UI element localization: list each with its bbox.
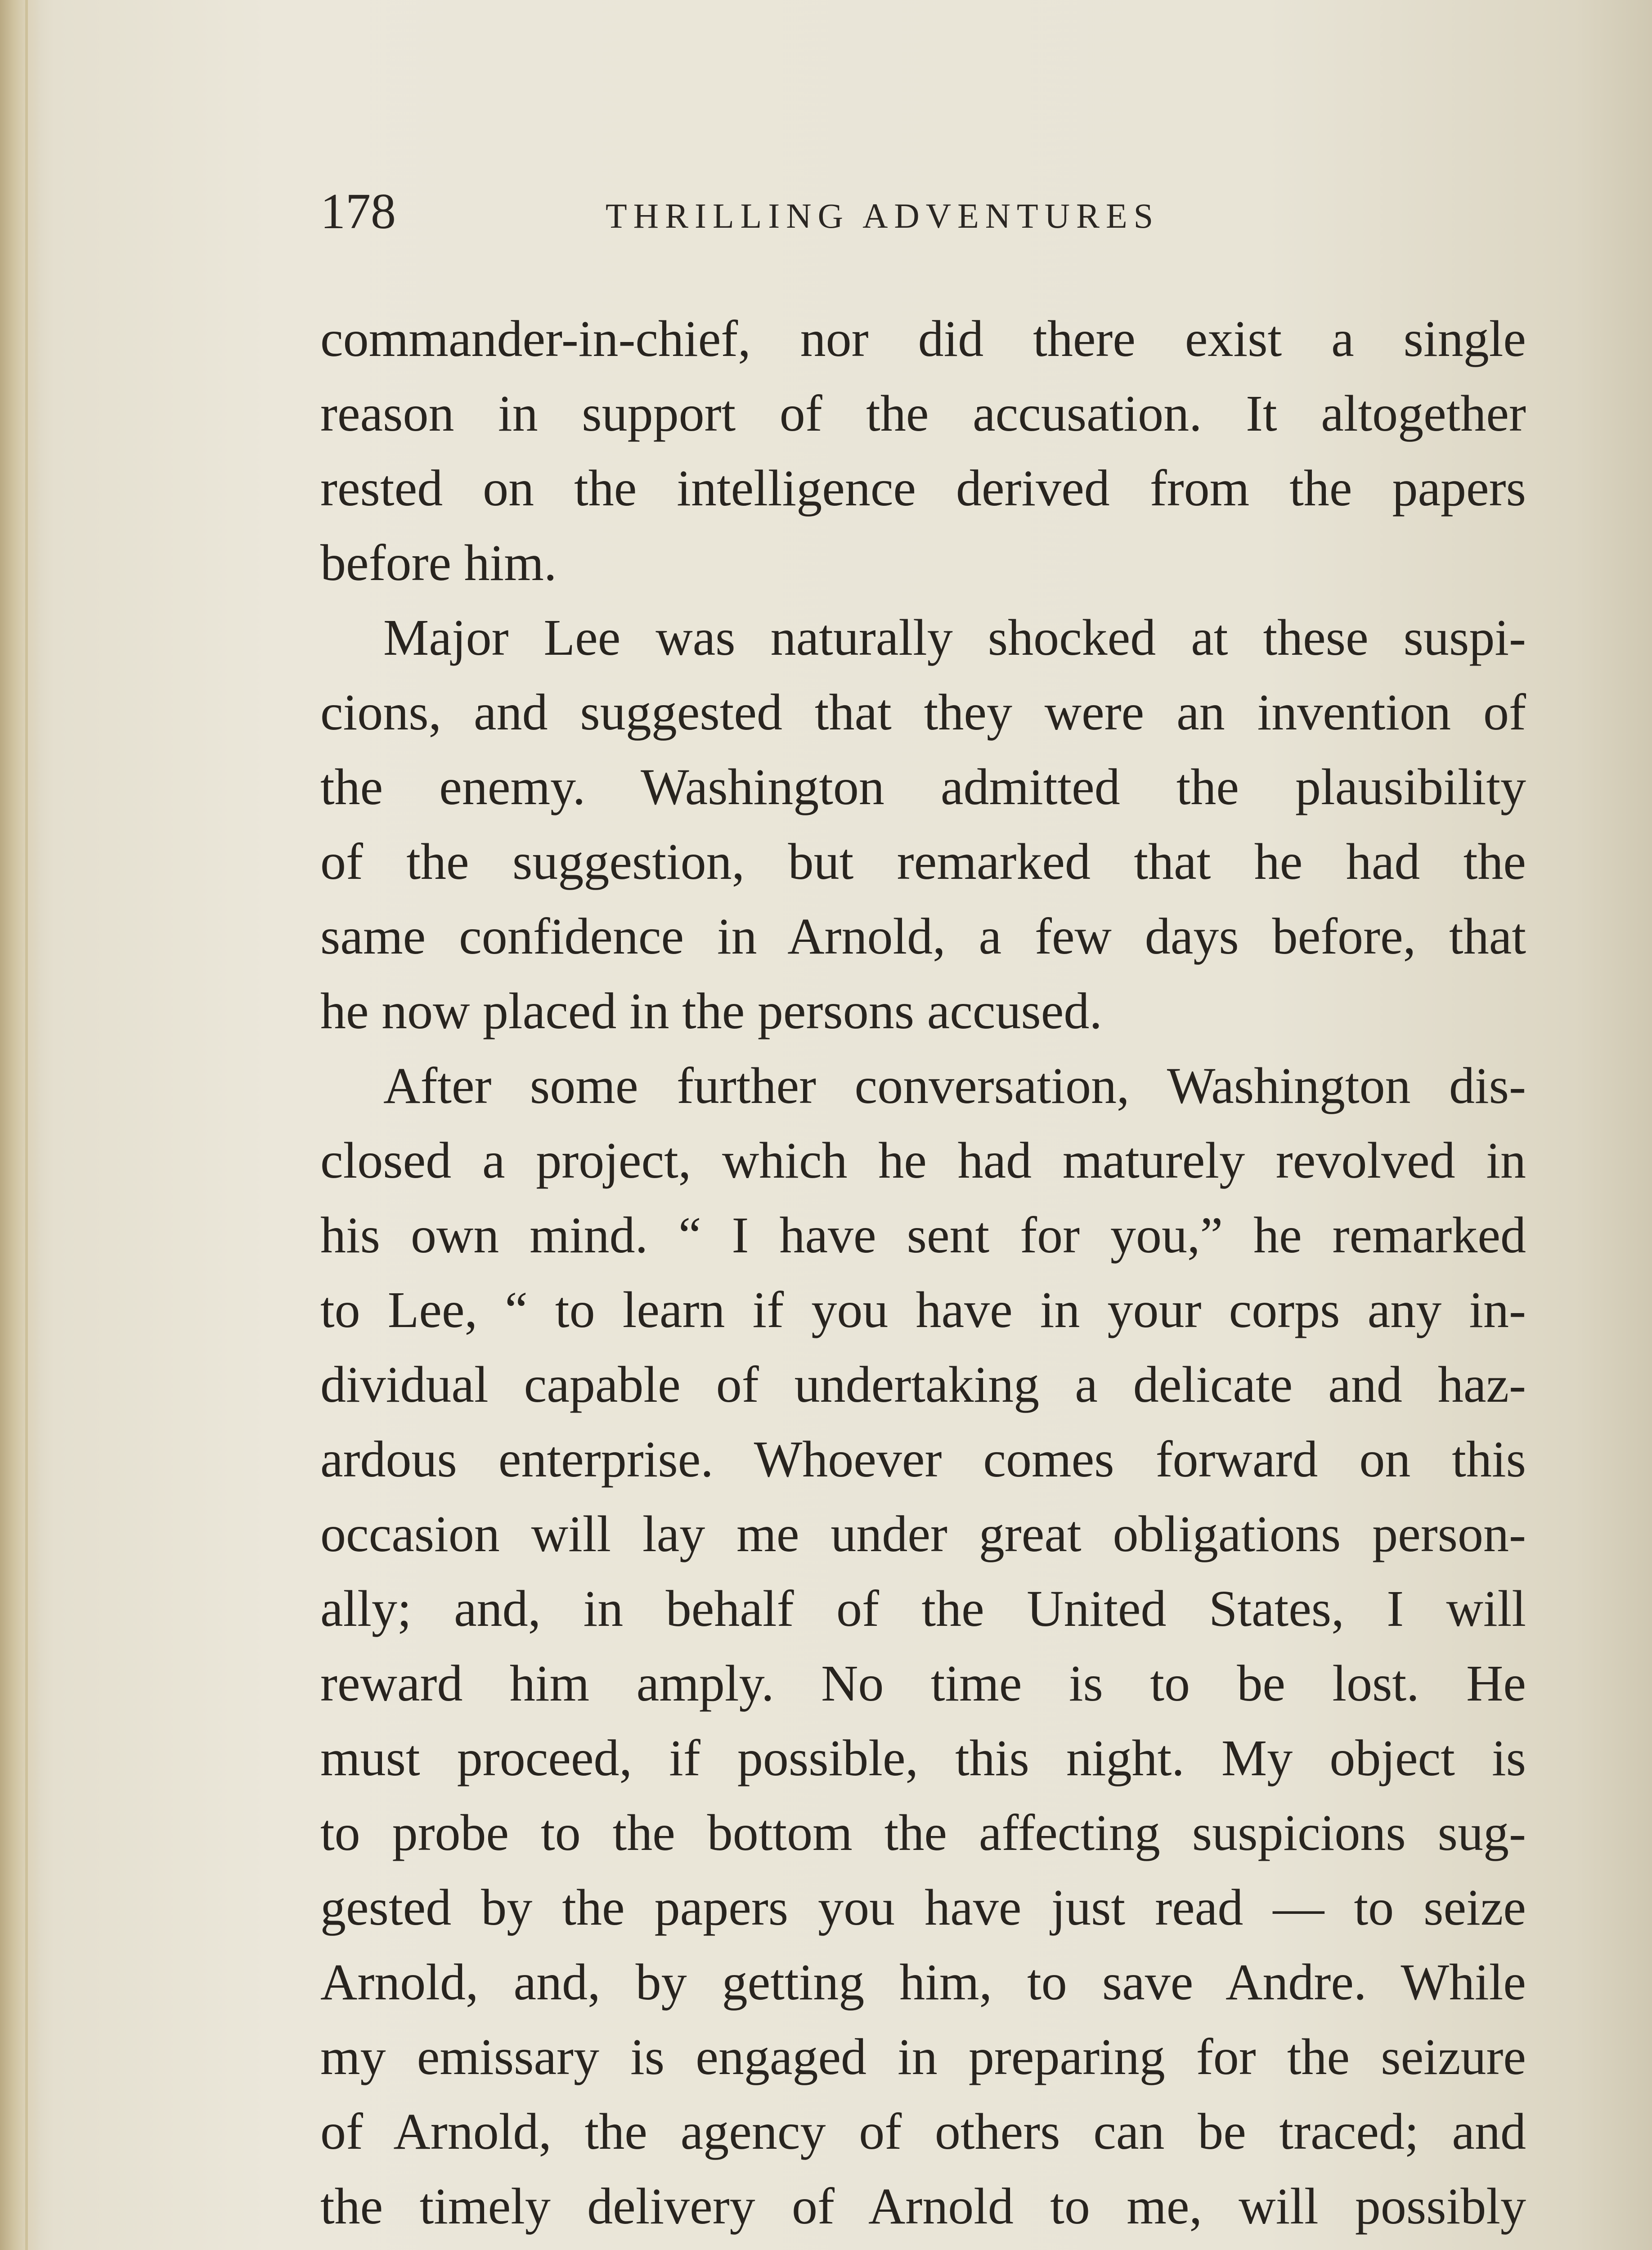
text-line: of Arnold, the agency of others can be traced; and: [320, 2103, 1526, 2160]
text-line: gested by the papers you have just read — to seize: [320, 1879, 1526, 1936]
text-line: the enemy. Washington admitted the plausibility: [320, 758, 1526, 815]
text-line: ardous enterprise. Whoever comes forward on this: [320, 1431, 1526, 1488]
running-title: THRILLING ADVENTURES: [606, 196, 1160, 235]
text-line: After some further conversation, Washington dis-: [383, 1057, 1526, 1114]
text-line: [320, 2244, 1526, 2250]
page-binding-edge: [0, 0, 40, 2250]
text-line: ally; and, in behalf of the United States, I will: [320, 1580, 1526, 1637]
running-head: [320, 176, 1526, 248]
text-line: of the suggestion, but remarked that he had the: [320, 833, 1526, 890]
text-line: my emissary is engaged in preparing for the seizure: [320, 2028, 1526, 2085]
body-text: [320, 302, 1526, 2250]
text-line: his own mind. “ I have sent for you,” he remarked: [320, 1206, 1526, 1264]
text-line: the timely delivery of Arnold to me, will possibly: [320, 2178, 1526, 2235]
text-line: same confidence in Arnold, a few days before, that: [320, 908, 1526, 965]
text-line: to Lee, “ to learn if you have in your corps any in-: [320, 1281, 1526, 1338]
text-line: reward him amply. No time is to be lost. He: [320, 1655, 1526, 1712]
gutter-line: [25, 0, 28, 2250]
text-line: commander-in-chief, nor did there exist a single: [320, 310, 1526, 367]
text-line: closed a project, which he had maturely revolved in: [320, 1132, 1526, 1189]
text-line: rested on the intelligence derived from the papers: [320, 459, 1526, 517]
text-line: he now placed in the persons accused.: [320, 982, 1102, 1040]
text-line: occasion will lay me under great obligations person-: [320, 1505, 1526, 1562]
text-line: before him.: [320, 534, 557, 591]
text-line: Major Lee was naturally shocked at these suspi-: [383, 609, 1526, 666]
page-number: 178: [320, 184, 396, 239]
text-line: cions, and suggested that they were an invention of: [320, 684, 1526, 741]
text-line: dividual capable of undertaking a delicate and haz-: [320, 1356, 1526, 1413]
text-line: Arnold, and, by getting him, to save Andre. While: [320, 1953, 1526, 2011]
text-line: must proceed, if possible, this night. My object is: [320, 1729, 1526, 1786]
text-line: reason in support of the accusation. It altogether: [320, 385, 1526, 442]
text-line: to probe to the bottom the affecting suspicions sug-: [320, 1804, 1526, 1861]
